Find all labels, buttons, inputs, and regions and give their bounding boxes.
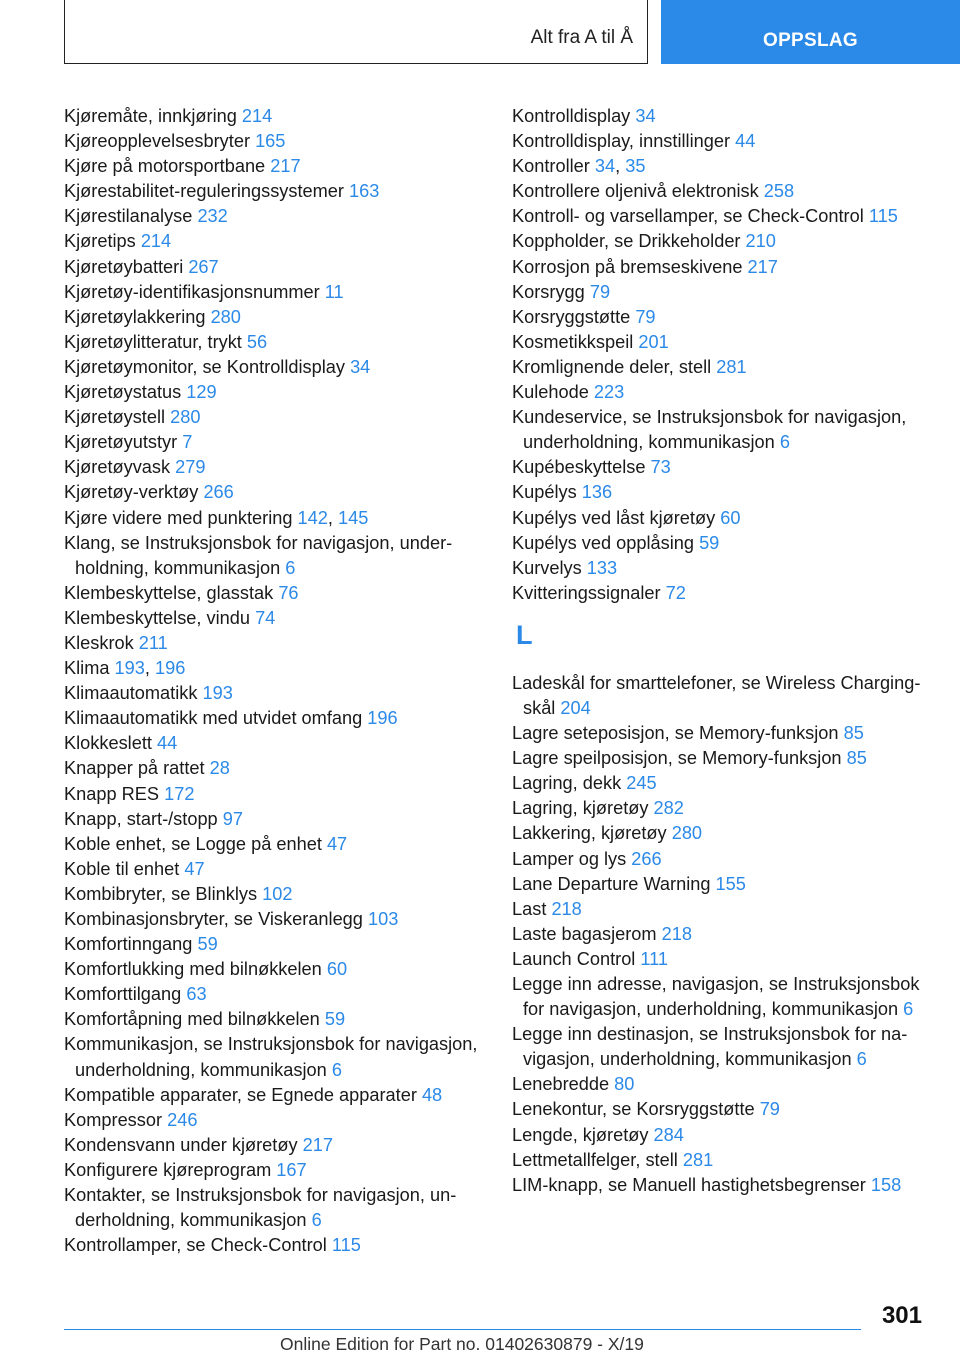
index-entry-term: Kosmetikkspeil [512, 331, 639, 352]
index-entry [512, 104, 932, 129]
page-link[interactable]: 34 [350, 356, 371, 377]
page-link[interactable]: 6 [311, 1210, 322, 1231]
page-link[interactable]: 44 [735, 131, 756, 152]
index-entry-term: Kjøretøybatteri [64, 256, 189, 277]
index-entry [512, 872, 932, 897]
index-entry-term: Kurvelys [512, 557, 587, 578]
page-link[interactable]: 218 [661, 923, 692, 944]
index-entry [512, 947, 932, 972]
page-link[interactable]: 217 [270, 156, 301, 177]
index-entry-term: Kommunikasjon, se Instruksjonsbok for navigasjon, underholdning, kommunikasjon [64, 1034, 478, 1080]
index-entry-term: Komfortlukking med bilnøkkelen [64, 959, 327, 980]
index-entry-term: Kjøretøystatus [64, 382, 187, 403]
page-link[interactable]: 6 [856, 1049, 867, 1070]
page-link[interactable]: 76 [278, 582, 299, 603]
page-link[interactable]: 223 [593, 382, 625, 403]
page-link[interactable]: 59 [699, 532, 720, 553]
index-entry [64, 330, 482, 355]
page-link[interactable]: 63 [186, 984, 207, 1005]
index-entry [512, 972, 932, 1022]
index-entry [64, 204, 482, 229]
page-link[interactable]: 28 [209, 758, 230, 779]
page-link[interactable]: 172 [164, 783, 195, 804]
index-entry-term: Korsryggstøtte [512, 306, 636, 327]
index-entry-term: Kjøretøyvask [64, 457, 176, 478]
index-entry [64, 455, 482, 480]
index-entry [64, 104, 482, 129]
page-link[interactable]: 232 [197, 206, 228, 227]
index-entry-term: Kjøretøyutstyr [64, 432, 183, 453]
index-entry [512, 179, 932, 204]
page-link[interactable]: 115 [331, 1235, 361, 1256]
page-link[interactable]: 103 [367, 909, 399, 929]
index-entry-term: Koppholder, se Drikkeholder [512, 231, 746, 252]
index-entry [64, 179, 482, 204]
page-link[interactable]: 6 [903, 999, 914, 1020]
index-entry [512, 847, 932, 872]
index-entry [64, 807, 482, 832]
index-entry [64, 907, 482, 932]
page-link[interactable]: 136 [581, 482, 613, 503]
index-entry [512, 771, 932, 796]
section-letter: L [516, 619, 533, 650]
page-link[interactable]: 214 [140, 231, 172, 252]
index-entry [64, 957, 482, 982]
page-link[interactable]: 193 [202, 683, 233, 704]
index-entry-term: Kjørestilanalyse [64, 206, 198, 227]
page-link[interactable]: 266 [631, 848, 662, 869]
index-entry-term: Lane Departure Warning [512, 873, 716, 894]
index-entry-term: Kromlignende deler, stell [512, 356, 717, 377]
index-entry [64, 154, 482, 179]
index-entry-term: Last [512, 898, 552, 919]
index-entry [64, 857, 482, 882]
index-entry-term: LIM-knapp, se Manuell hastighetsbegrenser [512, 1174, 871, 1195]
index-entry [64, 1233, 482, 1258]
page-link[interactable]: 281 [716, 356, 747, 377]
index-entry [64, 1183, 482, 1233]
page-link[interactable]: 79 [635, 306, 656, 327]
index-entry [64, 581, 482, 606]
page-link[interactable]: 142 [297, 507, 328, 528]
index-entry [512, 922, 932, 947]
index-entry-term: Lenekontur, se Korsryggstøtte [512, 1099, 760, 1120]
index-entry [64, 782, 482, 807]
index-entry [512, 330, 932, 355]
index-entry [512, 506, 932, 531]
index-entry [512, 380, 932, 405]
index-entry [512, 355, 932, 380]
page-link[interactable]: 6 [779, 432, 790, 453]
index-entry [64, 832, 482, 857]
index-entry-term: Klembeskyttelse, vindu [64, 607, 256, 628]
index-entry-term: Lagre speilposisjon, se Memory-funksjon [512, 748, 847, 769]
index-entry [512, 721, 932, 746]
footer-edition-text: Online Edition for Part no. 01402630879 - X/19 [280, 1334, 644, 1354]
page-link[interactable]: 167 [276, 1159, 307, 1180]
index-entry [64, 355, 482, 380]
index-entry [512, 229, 932, 254]
index-entry-term: Lagre seteposisjon, se Memory-funksjon [512, 723, 844, 744]
index-entry [512, 1173, 932, 1198]
index-entry-term: Laste bagasjerom [512, 923, 662, 944]
page-link[interactable]: 155 [715, 873, 746, 894]
index-entry [64, 706, 482, 731]
index-entry-term: Kompatible apparater, se Egnede apparater [64, 1084, 422, 1105]
page-link[interactable]: 165 [255, 131, 286, 152]
page-link[interactable]: 85 [843, 723, 864, 744]
page-link[interactable]: 280 [671, 823, 703, 844]
index-group-l [512, 671, 932, 1198]
page-link[interactable]: 60 [326, 959, 348, 980]
page-link[interactable]: 258 [763, 181, 795, 202]
index-entry-term: Kjøre videre med punktering [64, 507, 298, 528]
page-link[interactable]: 210 [745, 231, 776, 252]
page-link[interactable]: 282 [653, 798, 684, 819]
index-entry [64, 1108, 482, 1133]
page-link[interactable]: 7 [182, 432, 193, 453]
index-entry [512, 581, 932, 606]
index-entry [512, 129, 932, 154]
index-entry [512, 480, 932, 505]
index-entry [64, 430, 482, 455]
index-entry [512, 821, 932, 846]
index-entry-term: Klimaautomatikk med utvidet omfang [64, 708, 368, 729]
index-entry-term: Kulehode [512, 382, 594, 403]
index-entry-term: Legge inn adresse, navigasjon, se Instruksjonsbok for navigasjon, underholdning, kommunikasjon [512, 974, 920, 1020]
index-entry [64, 631, 482, 656]
page-link[interactable]: 74 [255, 607, 276, 628]
index-entry-term: Koble enhet, se Logge på enhet [64, 833, 327, 854]
index-entry-term: Lettmetallfelger, stell [512, 1149, 683, 1170]
index-entry [64, 882, 482, 907]
index-entry-term: Kjøretips [64, 231, 141, 252]
index-entry [512, 305, 932, 330]
page-link[interactable]: 204 [560, 697, 591, 718]
index-entry-term: Kontrollere oljenivå elektronisk [512, 181, 764, 202]
index-entry-term: Kjørestabilitet-reguleringssystemer [64, 181, 350, 202]
page-link[interactable]: 193 [114, 658, 145, 679]
index-entry [64, 531, 482, 581]
index-entry-term: Kondensvann under kjøretøy [64, 1134, 303, 1155]
page-link[interactable]: 47 [326, 833, 348, 854]
index-entry-term: Lenebredde [512, 1074, 615, 1095]
page-link[interactable]: 6 [285, 557, 296, 578]
index-entry [64, 1158, 482, 1183]
index-entry-term: Legge inn destinasjon, se Instruksjonsbok for navigasjon, underholdning, kommunikasjon [512, 1024, 908, 1070]
index-entry [64, 681, 482, 706]
index-entry-term: Kontrolldisplay [512, 106, 636, 126]
page-link[interactable]: 217 [302, 1134, 333, 1155]
index-entry [64, 1007, 482, 1032]
index-entry-term: Knapper på rattet [64, 758, 210, 779]
index-entry: Kjøre videre med punktering 142, 145 [64, 507, 369, 528]
page-link[interactable]: 79 [589, 281, 611, 302]
index-entry-term: Klembeskyttelse, glasstak [64, 582, 279, 603]
page-link[interactable]: 59 [197, 934, 218, 955]
page-link[interactable]: 279 [175, 457, 206, 478]
index-entry-term: Kontakter, se Instruksjonsbok for navigasjon, underholdning, kommunikasjon [64, 1185, 457, 1231]
page-link[interactable]: 11 [324, 281, 344, 302]
index-entry-term: Kompressor [64, 1109, 168, 1130]
index-entry [64, 405, 482, 430]
index-entry-term: Kjøremåte, innkjøring [64, 106, 242, 126]
page-link[interactable]: 218 [551, 898, 582, 919]
index-entry [64, 129, 482, 154]
page-link[interactable]: 266 [203, 482, 234, 503]
index-entry [512, 671, 932, 721]
index-entry [512, 280, 932, 305]
index-entry-term: Korrosjon på bremseskivene [512, 256, 748, 277]
index-entry-term: Klima [64, 658, 115, 679]
index-entry-term: Klimaautomatikk [64, 683, 203, 704]
footer-divider [64, 1329, 861, 1330]
page-link[interactable]: 111 [640, 948, 669, 969]
page-link[interactable]: 6 [331, 1059, 342, 1080]
index-entry-term: Lamper og lys [512, 848, 632, 869]
index-column-right [512, 104, 932, 1198]
index-entry-term: Kombibryter, se Blinklys [64, 883, 263, 904]
index-entry-term: Ladeskål for smarttelefoner, se Wireless Charging-skål [512, 672, 921, 718]
index-entry [512, 455, 932, 480]
index-entry-term: Knapp, start-/stopp [64, 808, 223, 829]
page-link[interactable]: 196 [155, 658, 186, 679]
index-entry [512, 1022, 932, 1072]
index-entry-term: Kombinasjonsbryter, se Viskeranlegg [64, 909, 368, 929]
index-entry [64, 1032, 482, 1082]
index-entry [64, 756, 482, 781]
index-entry [512, 204, 932, 229]
index-column-left [64, 104, 482, 1258]
page-link[interactable]: 102 [262, 883, 293, 904]
index-entry: Kontroller 34, 35 [512, 156, 646, 177]
page-link[interactable]: 72 [665, 582, 686, 603]
page-link[interactable]: 60 [720, 507, 741, 528]
index-entry-term: Kontrollamper, se Check-Control [64, 1235, 332, 1256]
index-entry-term: Kjøretøy-verktøy [64, 482, 204, 503]
header-frame [64, 0, 648, 64]
page-link[interactable]: 280 [210, 306, 241, 327]
page-link[interactable]: 280 [170, 407, 201, 428]
index-entry: Klima 193, 196 [64, 658, 186, 679]
index-entry [64, 982, 482, 1007]
index-entry-term: Kjøretøy-identifikasjonsnummer [64, 281, 325, 302]
index-entry [64, 1133, 482, 1158]
index-entry-term: Kontroller [512, 156, 595, 177]
index-entry-term: Lagring, dekk [512, 773, 627, 794]
page-link[interactable]: 267 [188, 256, 219, 277]
index-entry-term: Lengde, kjøretøy [512, 1124, 654, 1145]
page-link[interactable]: 73 [650, 457, 671, 478]
page-link[interactable]: 34 [635, 106, 656, 126]
index-entry-term: Lakkering, kjøretøy [512, 823, 672, 844]
page-link[interactable]: 281 [682, 1149, 714, 1170]
page-link[interactable]: 196 [367, 708, 398, 729]
index-entry-term: Koble til enhet [64, 858, 185, 879]
page-link[interactable]: 158 [870, 1174, 902, 1195]
page-link[interactable]: 163 [349, 181, 380, 202]
index-entry-term: Knapp RES [64, 783, 165, 804]
page-link[interactable]: 245 [626, 773, 657, 794]
index-entry-term: Kleskrok [64, 632, 139, 653]
tab-oppslag[interactable]: OPPSLAG [661, 0, 960, 64]
index-entry-term: Kvitteringssignaler [512, 582, 666, 603]
index-entry-term: Kupélys [512, 482, 582, 503]
index-group-k [512, 104, 932, 606]
index-entry-term: Kjøretøylakkering [64, 306, 211, 327]
page-link[interactable]: 217 [747, 256, 778, 277]
index-entry-term: Kontroll- og varsellamper, se Check-Control [512, 206, 869, 227]
index-entry-term: Launch Control [512, 948, 641, 969]
index-entry [64, 932, 482, 957]
index-entry [64, 731, 482, 756]
index-entry [512, 531, 932, 556]
index-entry [64, 480, 482, 505]
page-link[interactable]: 97 [222, 808, 243, 829]
index-entry-term: Komforttilgang [64, 984, 187, 1005]
index-entry [64, 255, 482, 280]
index-entry-term: Kontrolldisplay, innstillinger [512, 131, 736, 152]
page-link[interactable]: 115 [868, 206, 898, 227]
index-entry-term: Kjøre på motorsportbane [64, 156, 271, 177]
page-link[interactable]: 59 [324, 1009, 346, 1030]
page-link[interactable]: 214 [241, 106, 273, 126]
page-link[interactable]: 85 [846, 748, 867, 769]
index-entry [512, 1097, 932, 1122]
page-link[interactable]: 133 [586, 557, 618, 578]
index-entry-term: Klokkeslett [64, 733, 157, 754]
section-title: Alt fra A til Å [530, 27, 633, 48]
index-entry-term: Kupélys ved låst kjøretøy [512, 507, 721, 528]
index-entry [512, 1123, 932, 1148]
index-entry [512, 1072, 932, 1097]
page-link[interactable]: 246 [167, 1109, 198, 1130]
index-entry [512, 556, 932, 581]
page-link[interactable]: 145 [338, 507, 369, 528]
index-entry [64, 606, 482, 631]
page-link[interactable]: 47 [184, 858, 205, 879]
index-entry [512, 1148, 932, 1173]
page-link[interactable]: 80 [614, 1074, 635, 1095]
index-entry [64, 380, 482, 405]
index-entry-term: Konfigurere kjøreprogram [64, 1159, 277, 1180]
index-entry-term: Korsrygg [512, 281, 590, 302]
page-link[interactable]: 211 [138, 632, 168, 653]
index-entry [64, 305, 482, 330]
page-link[interactable]: 129 [186, 382, 217, 403]
index-entry [64, 280, 482, 305]
index-entry [64, 1083, 482, 1108]
page-link[interactable]: 34 [594, 156, 616, 177]
index-entry-term: Kjøretøylitteratur, trykt [64, 331, 247, 352]
page-link[interactable]: 79 [759, 1099, 780, 1120]
index-entry-term: Kupébeskyttelse [512, 457, 651, 478]
page-link[interactable]: 284 [653, 1124, 684, 1145]
page-link[interactable]: 201 [638, 331, 669, 352]
page-link[interactable]: 48 [421, 1084, 443, 1105]
index-entry-term: Klang, se Instruksjonsbok for navigasjon, underholdning, kommunikasjon [64, 532, 453, 578]
index-entry-term: Kundeservice, se Instruksjonsbok for navigasjon, underholdning, kommunikasjon [512, 407, 907, 453]
index-entry-term: Kjøretøystell [64, 407, 171, 428]
index-entry [64, 229, 482, 254]
index-entry [512, 796, 932, 821]
index-entry-term: Lagring, kjøretøy [512, 798, 654, 819]
index-entry [512, 405, 932, 455]
index-entry [512, 746, 932, 771]
page-number: 301 [881, 1302, 922, 1329]
index-entry [512, 897, 932, 922]
index-entry-term: Kjøretøymonitor, se Kontrolldisplay [64, 356, 351, 377]
index-entry [512, 255, 932, 280]
page-link[interactable]: 44 [157, 733, 178, 754]
index-entry-term: Komfortåpning med bilnøkkelen [64, 1009, 325, 1030]
page-link[interactable]: 56 [246, 331, 268, 352]
index-entry-term: Kjøreopplevelsesbryter [64, 131, 256, 152]
page-link[interactable]: 35 [625, 156, 646, 177]
index-entry-term: Kupélys ved opplåsing [512, 532, 700, 553]
index-entry-term: Komfortinngang [64, 934, 198, 955]
